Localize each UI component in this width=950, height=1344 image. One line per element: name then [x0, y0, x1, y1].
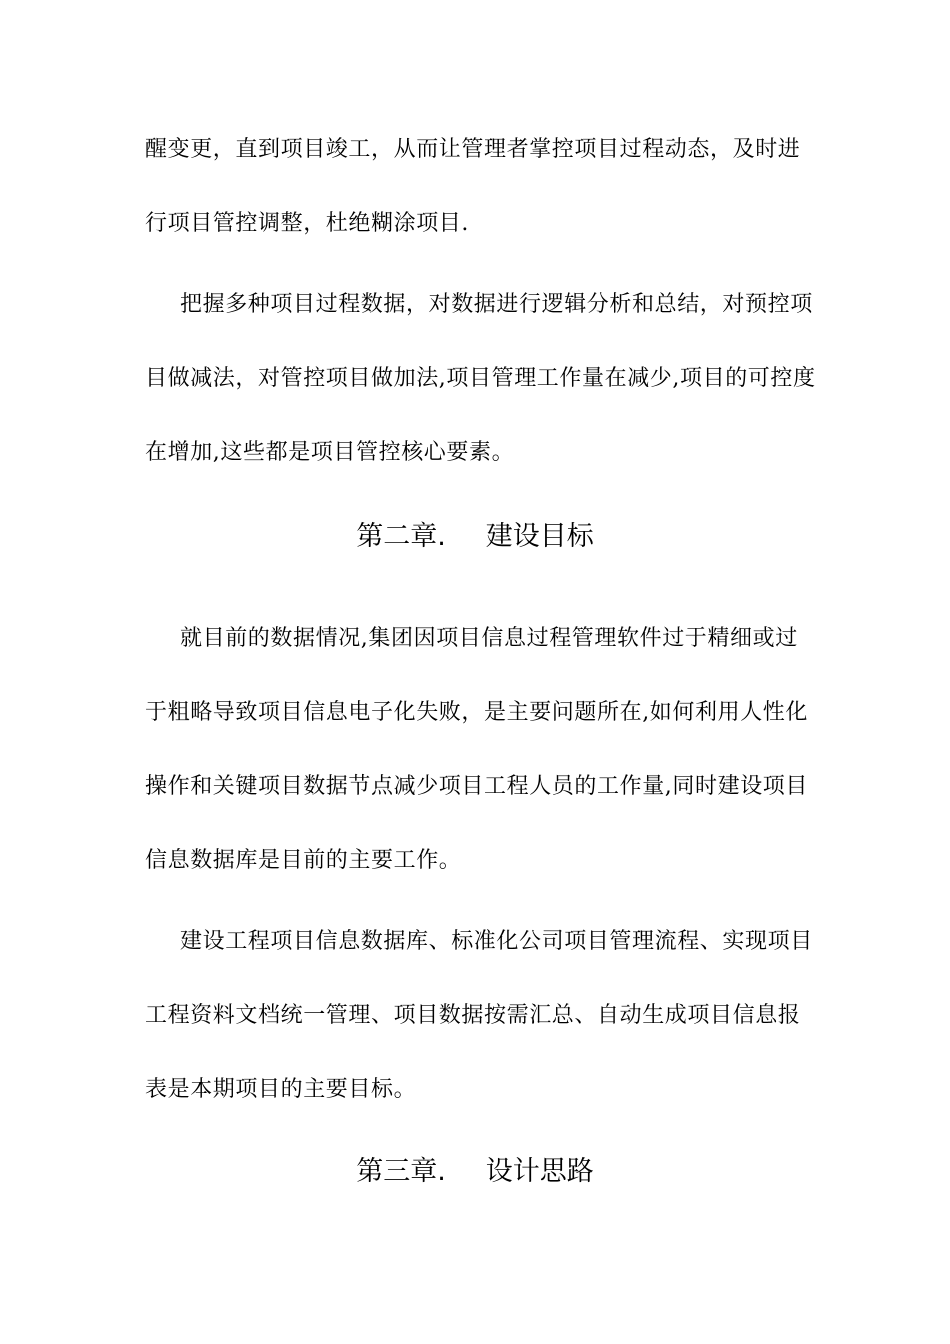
paragraph-line: 在增加,这些都是项目管控核心要素。 [145, 440, 515, 465]
paragraph-line: 建设工程项目信息数据库、标准化公司项目管理流程、实现项目 [180, 929, 813, 954]
paragraph-line: 操作和关键项目数据节点减少项目工程人员的工作量,同时建设项目 [145, 774, 808, 799]
paragraph-line: 工程资料文档统一管理、项目数据按需汇总、自动生成项目信息报 [145, 1003, 801, 1028]
chapter-number: 第三章. [356, 1156, 446, 1187]
paragraph-line: 行项目管控调整，杜绝糊涂项目. [145, 211, 469, 236]
paragraph-line: 醒变更，直到项目竣工，从而让管理者掌控项目过程动态，及时进 [145, 137, 801, 162]
paragraph-line: 目做减法，对管控项目做加法,项目管理工作量在减少,项目的可控度 [145, 366, 816, 391]
chapter-heading [0, 1155, 950, 1189]
chapter-heading [0, 520, 950, 554]
chapter-title: 建设目标 [485, 521, 594, 552]
paragraph-line: 表是本期项目的主要目标。 [145, 1077, 417, 1102]
paragraph-line: 把握多种项目过程数据，对数据进行逻辑分析和总结，对预控项 [180, 292, 813, 317]
chapter-number: 第二章. [356, 521, 446, 552]
paragraph-line: 于粗略导致项目信息电子化失败，是主要问题所在,如何利用人性化 [145, 700, 808, 725]
chapter-title: 设计思路 [485, 1156, 594, 1187]
paragraph-line: 信息数据库是目前的主要工作。 [145, 848, 462, 873]
paragraph-line: 就目前的数据情况,集团因项目信息过程管理软件过于精细或过 [180, 626, 798, 651]
